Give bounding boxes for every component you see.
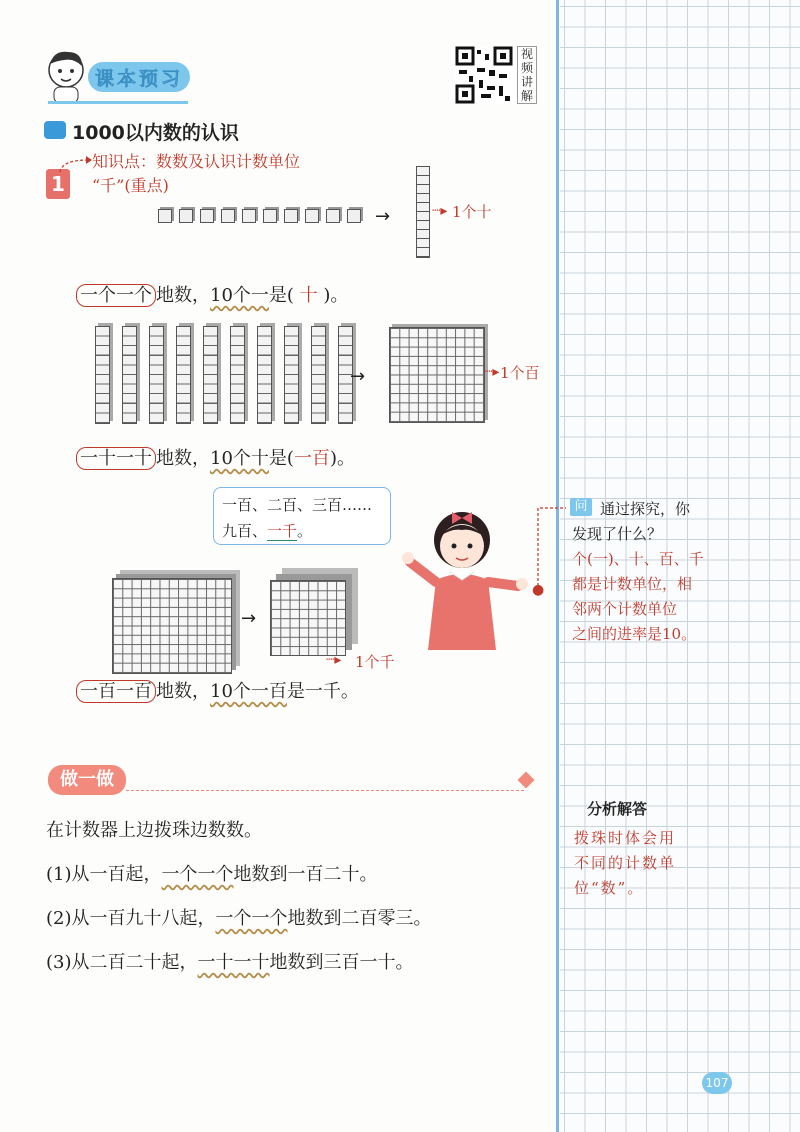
- arrow-icon: →: [375, 206, 391, 227]
- answer: 十: [299, 285, 318, 306]
- answer-line2: 都是计数单位，相: [572, 575, 693, 593]
- sentence-2: [76, 444, 355, 470]
- arrow-icon: →: [241, 608, 257, 629]
- knowledge-line2: “千”(重点): [92, 176, 169, 195]
- speech-line1: 一百、二百、三百……: [222, 496, 373, 514]
- page-number: 107: [702, 1072, 732, 1094]
- wavy-phrase: 一个一个: [161, 864, 234, 885]
- text: (1)从一百起，: [46, 864, 162, 885]
- section-title: 1000以内数的认识: [72, 122, 239, 144]
- analysis-title: 分析解答: [587, 800, 648, 818]
- answer: 一百: [293, 448, 330, 469]
- practice-divider: [126, 790, 524, 791]
- question-line2: 发现了什么？: [572, 525, 663, 543]
- text: 地数到一百二十。: [233, 864, 378, 885]
- text: 是(: [268, 448, 294, 469]
- dashed-arrow-icon: ┈▸: [484, 364, 500, 380]
- sentence-3: [76, 677, 359, 703]
- wavy-phrase: 10个一百: [210, 681, 287, 702]
- example-number: 1: [46, 169, 70, 199]
- answer-line1: 个(一)、十、百、千: [572, 550, 704, 568]
- ten-rod: [416, 166, 430, 258]
- sentence-1: [76, 281, 348, 307]
- practice-item-1: [46, 860, 378, 886]
- dashed-arrow-icon: ┈▸: [326, 652, 342, 668]
- knowledge-point: [92, 150, 300, 198]
- boy-mascot-icon: [44, 44, 92, 104]
- text: (2)从一百九十八起，: [46, 908, 216, 929]
- book-icon: [44, 121, 66, 139]
- speech-line2: [222, 518, 382, 544]
- wavy-phrase: 一个一个: [215, 908, 288, 929]
- analysis-line3: 位“数”。: [574, 879, 645, 897]
- arrow-icon: →: [350, 366, 366, 387]
- dashed-arrow-icon: ┈▸: [432, 203, 448, 219]
- header-badge-text: 课本预习: [94, 68, 183, 90]
- answer-line3: 邻两个计数单位: [572, 600, 678, 618]
- header-badge: [88, 62, 190, 92]
- answer: 一千: [267, 522, 298, 540]
- practice-item-2: [46, 904, 432, 930]
- wavy-phrase: 一十一十: [197, 952, 270, 973]
- wavy-phrase: 10个十: [210, 448, 269, 469]
- text: 地数，: [156, 448, 210, 469]
- answer-line4: 之间的进率是10。: [572, 625, 697, 643]
- boxed-phrase: 一十一十: [76, 447, 156, 470]
- practice-item-3: [46, 948, 414, 974]
- dashed-arrow-icon: [58, 154, 94, 174]
- side-question: [572, 497, 732, 647]
- girl-illustration: [400, 500, 530, 660]
- text: 是一千。: [286, 681, 359, 702]
- thousand-cube: [270, 580, 346, 656]
- text: (3)从二百二十起，: [46, 952, 198, 973]
- text: 地数，: [156, 681, 210, 702]
- question-line1: 通过探究，你: [600, 500, 691, 518]
- label-one-thousand: 1个千: [355, 653, 395, 671]
- practice-intro: 在计数器上边拨珠边数数。: [46, 820, 262, 841]
- analysis-line1: 拨珠时体会用: [574, 829, 677, 847]
- text: 九百、: [222, 522, 268, 540]
- knowledge-line1: 知识点：数数及认识计数单位: [92, 152, 301, 171]
- qr-side-char: 频: [520, 61, 533, 75]
- text: )。: [323, 285, 349, 306]
- analysis-text: [574, 826, 734, 901]
- hundred-flat: [389, 327, 485, 423]
- text: 地数，: [156, 285, 210, 306]
- label-one-ten: 1个十: [452, 203, 492, 221]
- analysis-line2: 不同的计数单: [574, 854, 677, 872]
- text: 地数到三百一十。: [269, 952, 414, 973]
- wavy-phrase: 10个一: [210, 285, 269, 306]
- practice-badge: 做一做: [48, 765, 126, 795]
- dashed-connector-icon: [536, 502, 570, 588]
- ten-rods: [95, 326, 353, 424]
- dot-icon: ●: [532, 582, 545, 598]
- header-underline: [48, 97, 188, 104]
- text: 是(: [268, 285, 294, 306]
- text: 。: [297, 522, 313, 540]
- ten-unit-cubes: [158, 209, 361, 223]
- question-tag: 问: [570, 498, 592, 516]
- pencil-icon: [518, 772, 535, 789]
- qr-code-icon[interactable]: [455, 46, 513, 104]
- qr-side-char: 讲: [520, 75, 533, 89]
- ten-hundred-flats: [112, 578, 232, 674]
- text: )。: [329, 448, 355, 469]
- label-one-hundred: 1个百: [500, 364, 540, 382]
- speech-bubble: [213, 487, 391, 545]
- boxed-phrase: 一百一百: [76, 680, 156, 703]
- qr-side-label: [517, 46, 537, 104]
- qr-side-char: 解: [520, 89, 533, 103]
- text: 地数到二百零三。: [287, 908, 432, 929]
- boxed-phrase: 一个一个: [76, 284, 156, 307]
- qr-side-char: 视: [520, 47, 533, 61]
